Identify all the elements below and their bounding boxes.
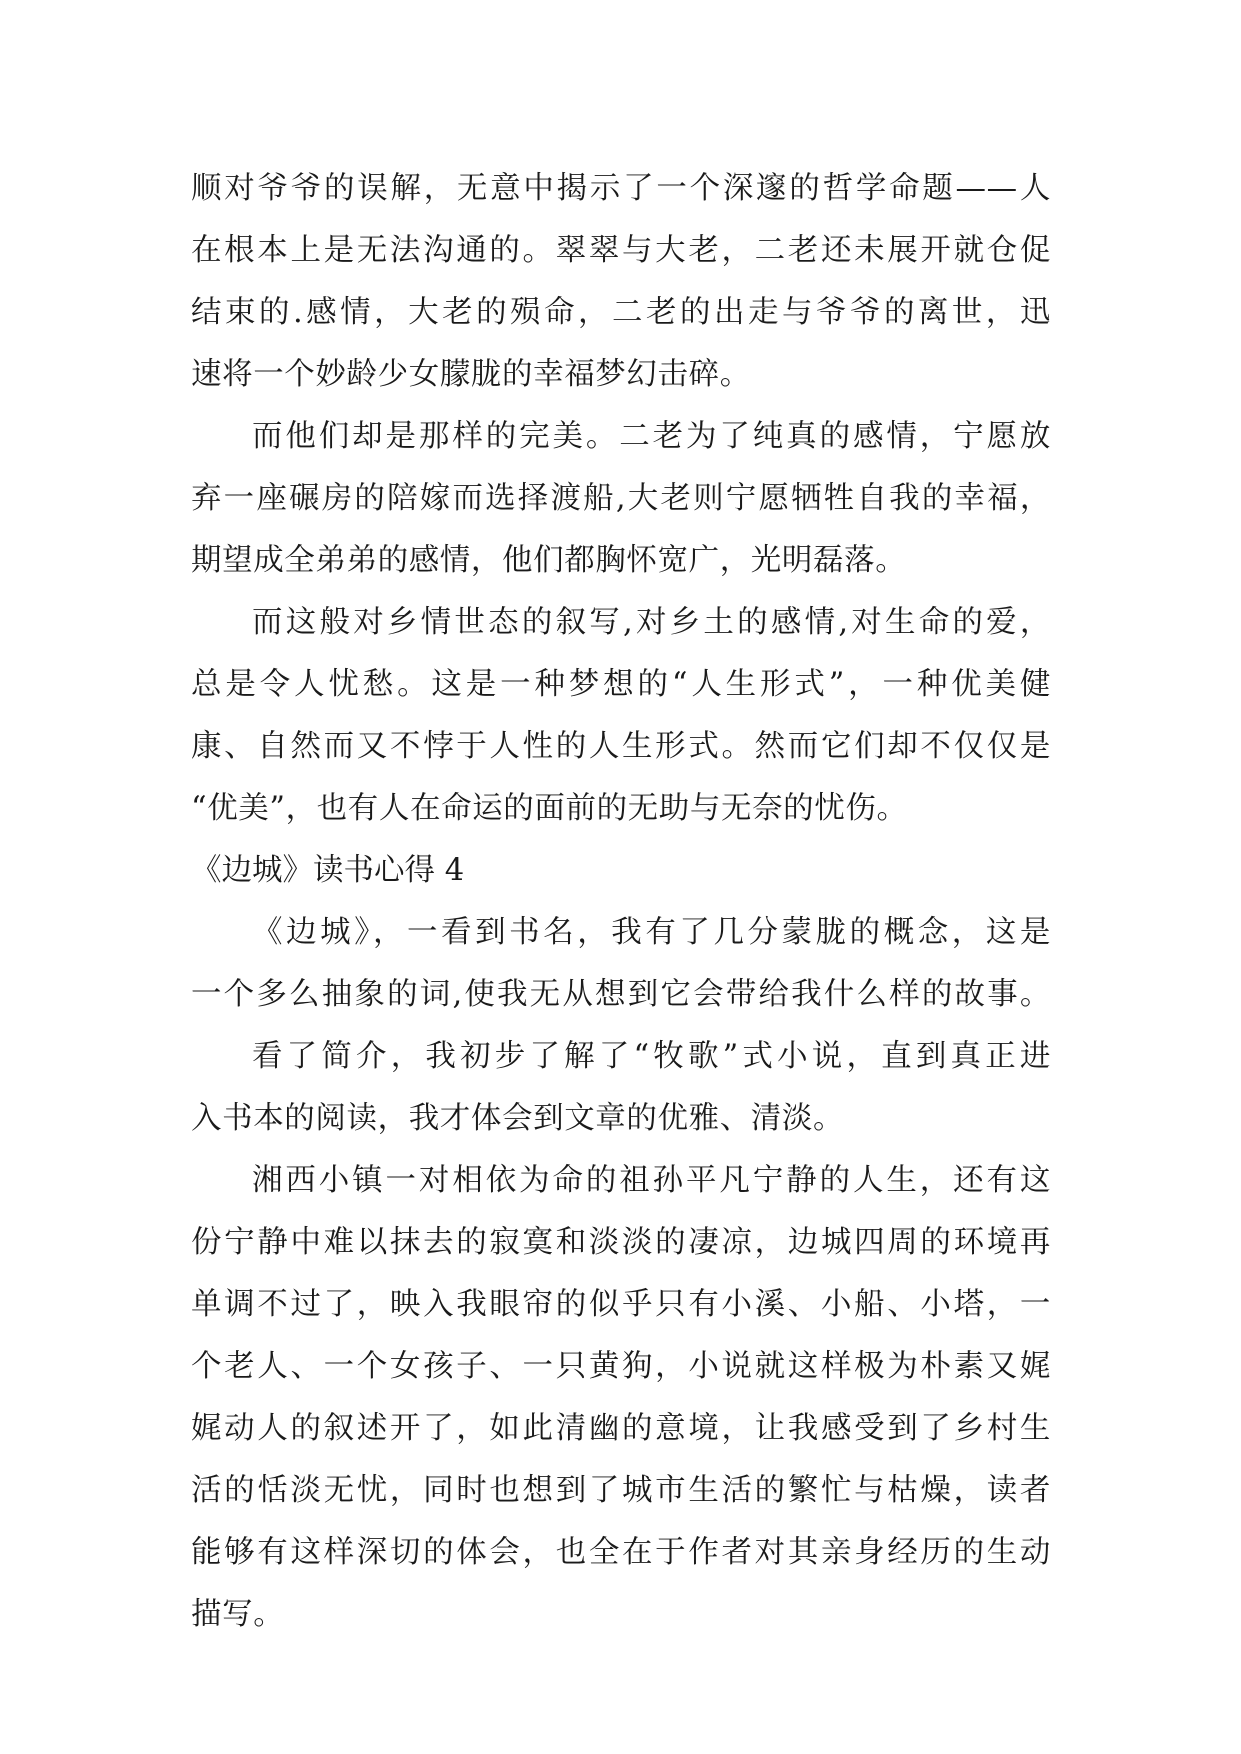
paragraph-first-line: 看了简介，我初步了解了“牧歌”式小说，直到真正进 [252, 1039, 1051, 1074]
text-line: 娓动人的叙述开了，如此清幽的意境，让我感受到了乡村生 [191, 1411, 1051, 1446]
section-heading: 《边城》读书心得 4 [191, 853, 465, 888]
text-line: 在根本上是无法沟通的。翠翠与大老，二老还未展开就仓促 [191, 233, 1051, 268]
text-line: “优美”，也有人在命运的面前的无助与无奈的忧伤。 [191, 791, 908, 826]
text-line: 个老人、一个女孩子、一只黄狗，小说就这样极为朴素又娓 [191, 1349, 1051, 1384]
paragraph-first-line: 《边城》，一看到书名，我有了几分蒙胧的概念，这是 [252, 915, 1051, 950]
text-line: 份宁静中难以抹去的寂寞和淡淡的凄凉，边城四周的环境再 [191, 1225, 1051, 1260]
text-line: 顺对爷爷的误解，无意中揭示了一个深邃的哲学命题——人 [191, 171, 1051, 206]
paragraph-first-line: 湘西小镇一对相依为命的祖孙平凡宁静的人生，还有这 [252, 1163, 1051, 1198]
text-line: 描写。 [191, 1597, 285, 1632]
text-line: 单调不过了，映入我眼帘的似乎只有小溪、小船、小塔，一 [191, 1287, 1051, 1322]
paragraph-first-line: 而这般对乡情世态的叙写,对乡土的感情,对生命的爱， [252, 605, 1051, 640]
paragraph-first-line: 而他们却是那样的完美。二老为了纯真的感情，宁愿放 [252, 419, 1051, 454]
document-body [191, 158, 1051, 1646]
text-line: 康、自然而又不悖于人性的人生形式。然而它们却不仅仅是 [191, 729, 1051, 764]
text-line: 入书本的阅读，我才体会到文章的优雅、清淡。 [191, 1101, 845, 1136]
text-line: 弃一座碾房的陪嫁而选择渡船,大老则宁愿牺牲自我的幸福， [191, 481, 1051, 516]
text-line: 速将一个妙龄少女朦胧的幸福梦幻击碎。 [191, 357, 751, 392]
text-line: 总是令人忧愁。这是一种梦想的“人生形式”，一种优美健 [191, 667, 1051, 702]
text-line: 一个多么抽象的词,使我无从想到它会带给我什么样的故事。 [191, 977, 1051, 1012]
text-line: 期望成全弟弟的感情，他们都胸怀宽广，光明磊落。 [191, 543, 907, 578]
text-line: 结束的.感情，大老的殒命，二老的出走与爷爷的离世，迅 [191, 295, 1051, 330]
text-line: 能够有这样深切的体会，也全在于作者对其亲身经历的生动 [191, 1535, 1051, 1570]
text-line: 活的恬淡无忧，同时也想到了城市生活的繁忙与枯燥，读者 [191, 1473, 1051, 1508]
